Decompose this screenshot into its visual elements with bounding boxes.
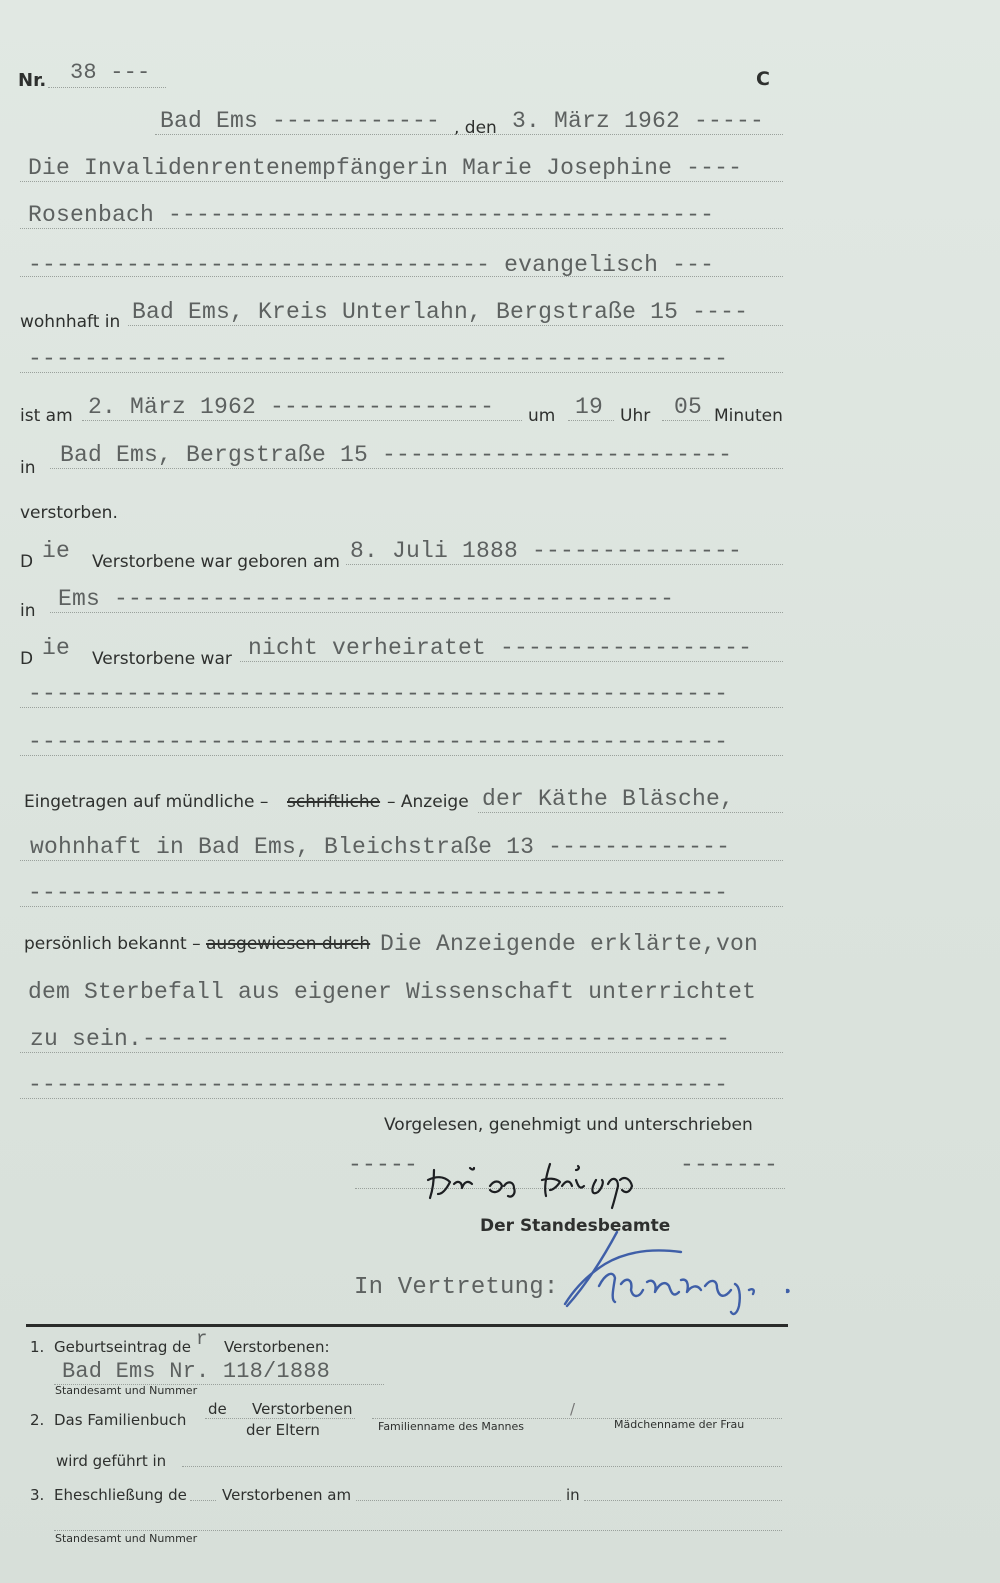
dash-line-2: -------------------------------------------------- <box>28 681 729 707</box>
dotted-line <box>82 420 522 421</box>
dotted-line <box>20 707 783 708</box>
item2-verstorbenen: Verstorbenen <box>252 1400 353 1418</box>
dotted-line <box>182 1466 782 1467</box>
in-label: in <box>20 458 36 478</box>
anzeige-label: – Anzeige <box>387 792 469 812</box>
name-separator: / <box>570 1400 576 1418</box>
dotted-line <box>20 860 783 861</box>
ist-am-label: ist am <box>20 406 73 426</box>
item1-number: 1. <box>30 1338 45 1356</box>
nr-value: 38 --- <box>70 60 151 85</box>
item2-de: de <box>208 1400 227 1418</box>
dotted-line <box>568 420 614 421</box>
uhr-label: Uhr <box>620 406 651 426</box>
item2-number: 2. <box>30 1411 45 1429</box>
dotted-line <box>20 228 783 229</box>
ausgewiesen-struck: ausgewiesen durch <box>206 934 371 954</box>
eingetragen-label: Eingetragen auf mündliche – <box>24 792 269 812</box>
death-date: 2. März 1962 ---------------- <box>88 394 495 420</box>
registrar-signature <box>555 1228 800 1318</box>
maedchenname-label: Mädchenname der Frau <box>614 1418 745 1431</box>
born-prefix: D <box>20 552 34 572</box>
in-label-2: in <box>20 601 36 621</box>
dotted-line <box>54 1530 782 1531</box>
familienname-label: Familienname des Mannes <box>378 1420 525 1433</box>
death-place: Bad Ems, Bergstraße 15 ------------------------- <box>60 442 733 468</box>
dotted-line <box>20 181 783 182</box>
item3-mid: Verstorbenen am <box>222 1486 352 1504</box>
marital-status: nicht verheiratet ------------------ <box>248 635 753 661</box>
corner-letter: C <box>756 68 770 90</box>
dotted-line <box>662 420 710 421</box>
standesamt-label-2: Standesamt und Nummer <box>55 1532 198 1545</box>
dotted-line <box>20 906 783 907</box>
birth-register-entry: Bad Ems Nr. 118/1888 <box>62 1359 331 1384</box>
dotted-line <box>190 1500 216 1501</box>
dash-line-4: -------------------------------------------------- <box>28 880 729 906</box>
dotted-line <box>20 1052 783 1053</box>
statement-line-2: dem Sterbefall aus eigener Wissenschaft unterrichtet <box>28 979 757 1005</box>
dotted-line <box>356 1500 561 1501</box>
den-label: , den <box>454 118 497 138</box>
wohnhaft-label: wohnhaft in <box>20 312 121 332</box>
dotted-line <box>20 1098 783 1099</box>
schriftliche-struck: schriftliche <box>287 792 381 812</box>
item3-label: Eheschließung de <box>54 1486 187 1504</box>
item1-suffix: r <box>196 1328 208 1350</box>
dotted-line <box>346 564 783 565</box>
registration-place: Bad Ems ------------ <box>160 108 441 134</box>
item2-eltern: der Eltern <box>246 1421 320 1439</box>
nr-label: Nr. <box>18 70 47 91</box>
standesbeamte-label: Der Standesbeamte <box>480 1216 671 1236</box>
item1-label: Geburtseintrag de <box>54 1338 191 1356</box>
minuten-label: Minuten <box>714 406 783 426</box>
standesamt-label: Standesamt und Nummer <box>55 1384 198 1397</box>
residence-value: Bad Ems, Kreis Unterlahn, Bergstraße 15 ---- <box>132 299 749 325</box>
informant-signature <box>420 1150 680 1210</box>
item3-in: in <box>566 1486 580 1504</box>
dotted-line <box>155 134 783 135</box>
dotted-line <box>20 372 783 373</box>
registration-date: 3. März 1962 ----- <box>512 108 765 134</box>
dotted-line <box>584 1500 782 1501</box>
born-label: Verstorbene war geboren am <box>92 552 340 572</box>
bekannt-label: persönlich bekannt – <box>24 934 201 954</box>
dotted-line <box>478 812 783 813</box>
dotted-line <box>50 468 783 469</box>
birth-place: Ems ---------------------------------------- <box>58 586 675 612</box>
dotted-line <box>20 755 783 756</box>
marital-suffix: ie <box>42 635 71 661</box>
verstorben-label: verstorben. <box>20 503 118 523</box>
vertretung-label: In Vertretung: <box>354 1274 559 1301</box>
person-line-1: Die Invalidenrentenempfängerin Marie Josephine ---- <box>28 155 743 181</box>
signature-dash-right: ------- <box>680 1152 779 1178</box>
person-line-2: Rosenbach --------------------------------------- <box>28 202 715 228</box>
statement-line-3: zu sein.------------------------------------------ <box>30 1026 731 1052</box>
dotted-line <box>128 325 783 326</box>
death-minute: 05 <box>674 394 703 420</box>
dotted-line <box>50 612 783 613</box>
marital-prefix: D <box>20 649 34 669</box>
dotted-line <box>205 1418 355 1419</box>
person-line-3: --------------------------------- evangelisch --- <box>28 252 715 278</box>
dash-line-1: -------------------------------------------------- <box>28 346 729 372</box>
marital-label: Verstorbene war <box>92 649 232 669</box>
birth-date: 8. Juli 1888 --------------- <box>350 538 743 564</box>
statement-line-1: Die Anzeigende erklärte,von <box>380 931 759 957</box>
signature-dash-left: ----- <box>348 1152 419 1178</box>
item2-label: Das Familienbuch <box>54 1411 187 1429</box>
section-divider <box>26 1324 788 1327</box>
dash-line-3: -------------------------------------------------- <box>28 729 729 755</box>
item1-tail: Verstorbenen: <box>224 1338 330 1356</box>
item3-number: 3. <box>30 1486 45 1504</box>
dash-line-5: -------------------------------------------------- <box>28 1072 729 1098</box>
informant-line-1: der Käthe Bläsche, <box>482 786 735 812</box>
nr-dotted-line <box>48 87 166 88</box>
born-suffix: ie <box>42 538 71 564</box>
dotted-line <box>20 276 783 277</box>
gefuehrt-label: wird geführt in <box>56 1452 167 1470</box>
um-label: um <box>528 406 556 426</box>
death-hour: 19 <box>575 394 604 420</box>
vorgelesen-label: Vorgelesen, genehmigt und unterschrieben <box>384 1115 753 1135</box>
informant-line-2: wohnhaft in Bad Ems, Bleichstraße 13 ------------- <box>30 834 731 860</box>
dotted-line <box>240 661 783 662</box>
